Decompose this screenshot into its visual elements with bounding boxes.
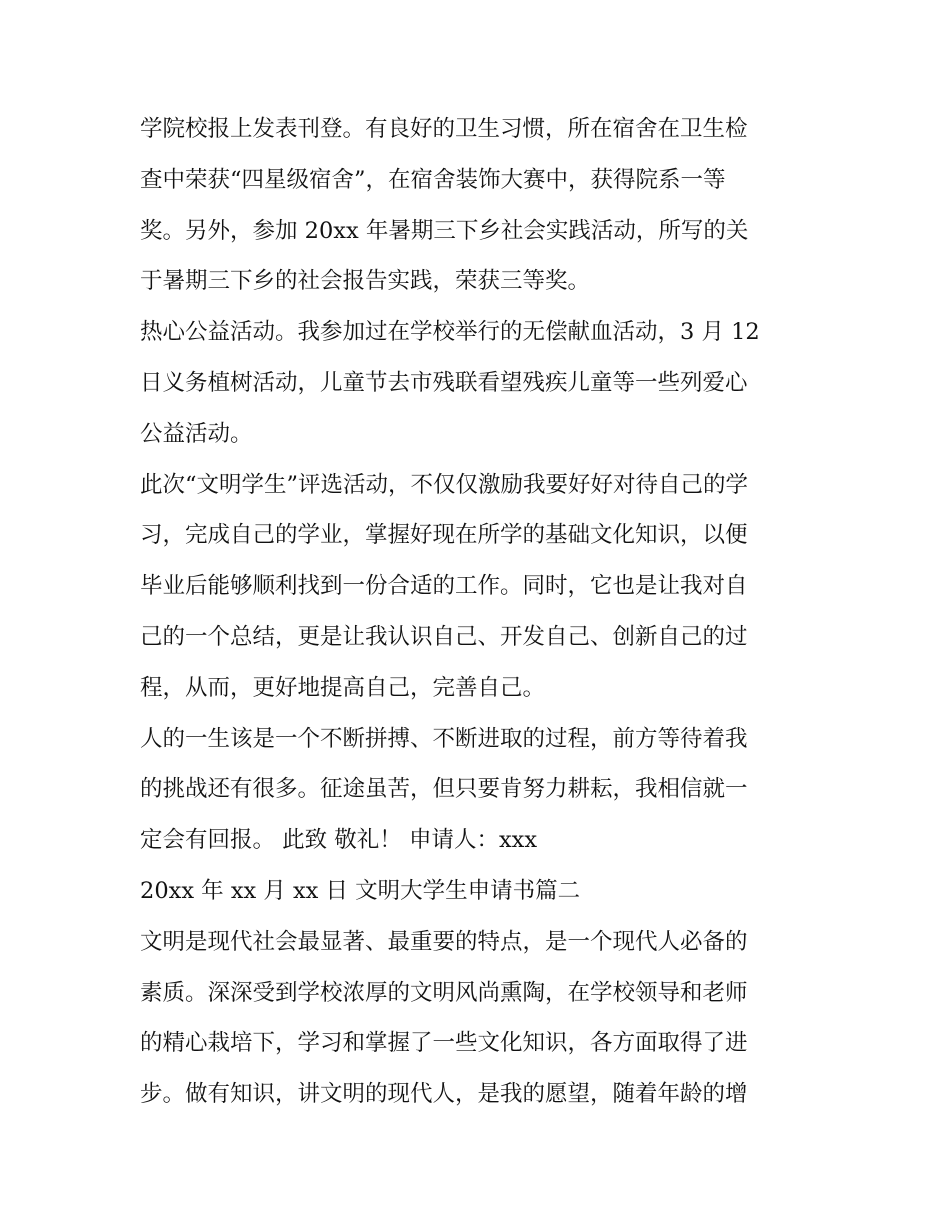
text-line: 毕业后能够顺利找到一份合适的工作。同时，它也是让我对自: [140, 573, 748, 600]
text-line: 的精心栽培下，学习和掌握了一些文化知识，各方面取得了进: [140, 1030, 748, 1057]
signature-line: 定会有回报。 此致 敬礼！ 申请人：xxx: [140, 827, 538, 854]
text-line: 公益活动。: [140, 420, 253, 447]
text-line: 文明是现代社会最显著、最重要的特点，是一个现代人必备的: [140, 928, 748, 955]
date-and-heading-line: 20xx 年 xx 月 xx 日 文明大学生申请书篇二: [140, 877, 581, 904]
text-line: 奖。另外，参加 20xx 年暑期三下乡社会实践活动，所写的关: [140, 217, 749, 244]
text-line: 热心公益活动。我参加过在学校举行的无偿献血活动，3 月 12: [140, 319, 760, 346]
text-line: 的挑战还有很多。征途虽苦，但只要肯努力耕耘，我相信就一: [140, 776, 748, 803]
text-line: 己的一个总结，更是让我认识自己、开发自己、创新自己的过: [140, 623, 748, 650]
text-line: 程，从而，更好地提高自己，完善自己。: [140, 674, 546, 701]
document-page: [140, 104, 820, 1120]
text-line: 查中荣获“四星级宿舍”，在宿舍装饰大赛中，获得院系一等: [140, 166, 726, 193]
text-line: 日义务植树活动，儿童节去市残联看望残疾儿童等一些列爱心: [140, 369, 748, 396]
text-line: 于暑期三下乡的社会报告实践，荣获三等奖。: [140, 268, 591, 295]
text-line: 学院校报上发表刊登。有良好的卫生习惯，所在宿舍在卫生检: [140, 116, 748, 142]
text-line: 此次“文明学生”评选活动，不仅仅激励我要好好对待自己的学: [140, 471, 749, 498]
text-line: 习，完成自己的学业，掌握好现在所学的基础文化知识，以便: [140, 522, 748, 549]
text-line: 步。做有知识，讲文明的现代人，是我的愿望，随着年龄的增: [140, 1081, 748, 1108]
text-line: 素质。深深受到学校浓厚的文明风尚熏陶，在学校领导和老师: [140, 979, 748, 1006]
text-line: 人的一生该是一个不断拼搏、不断进取的过程，前方等待着我: [140, 725, 748, 752]
